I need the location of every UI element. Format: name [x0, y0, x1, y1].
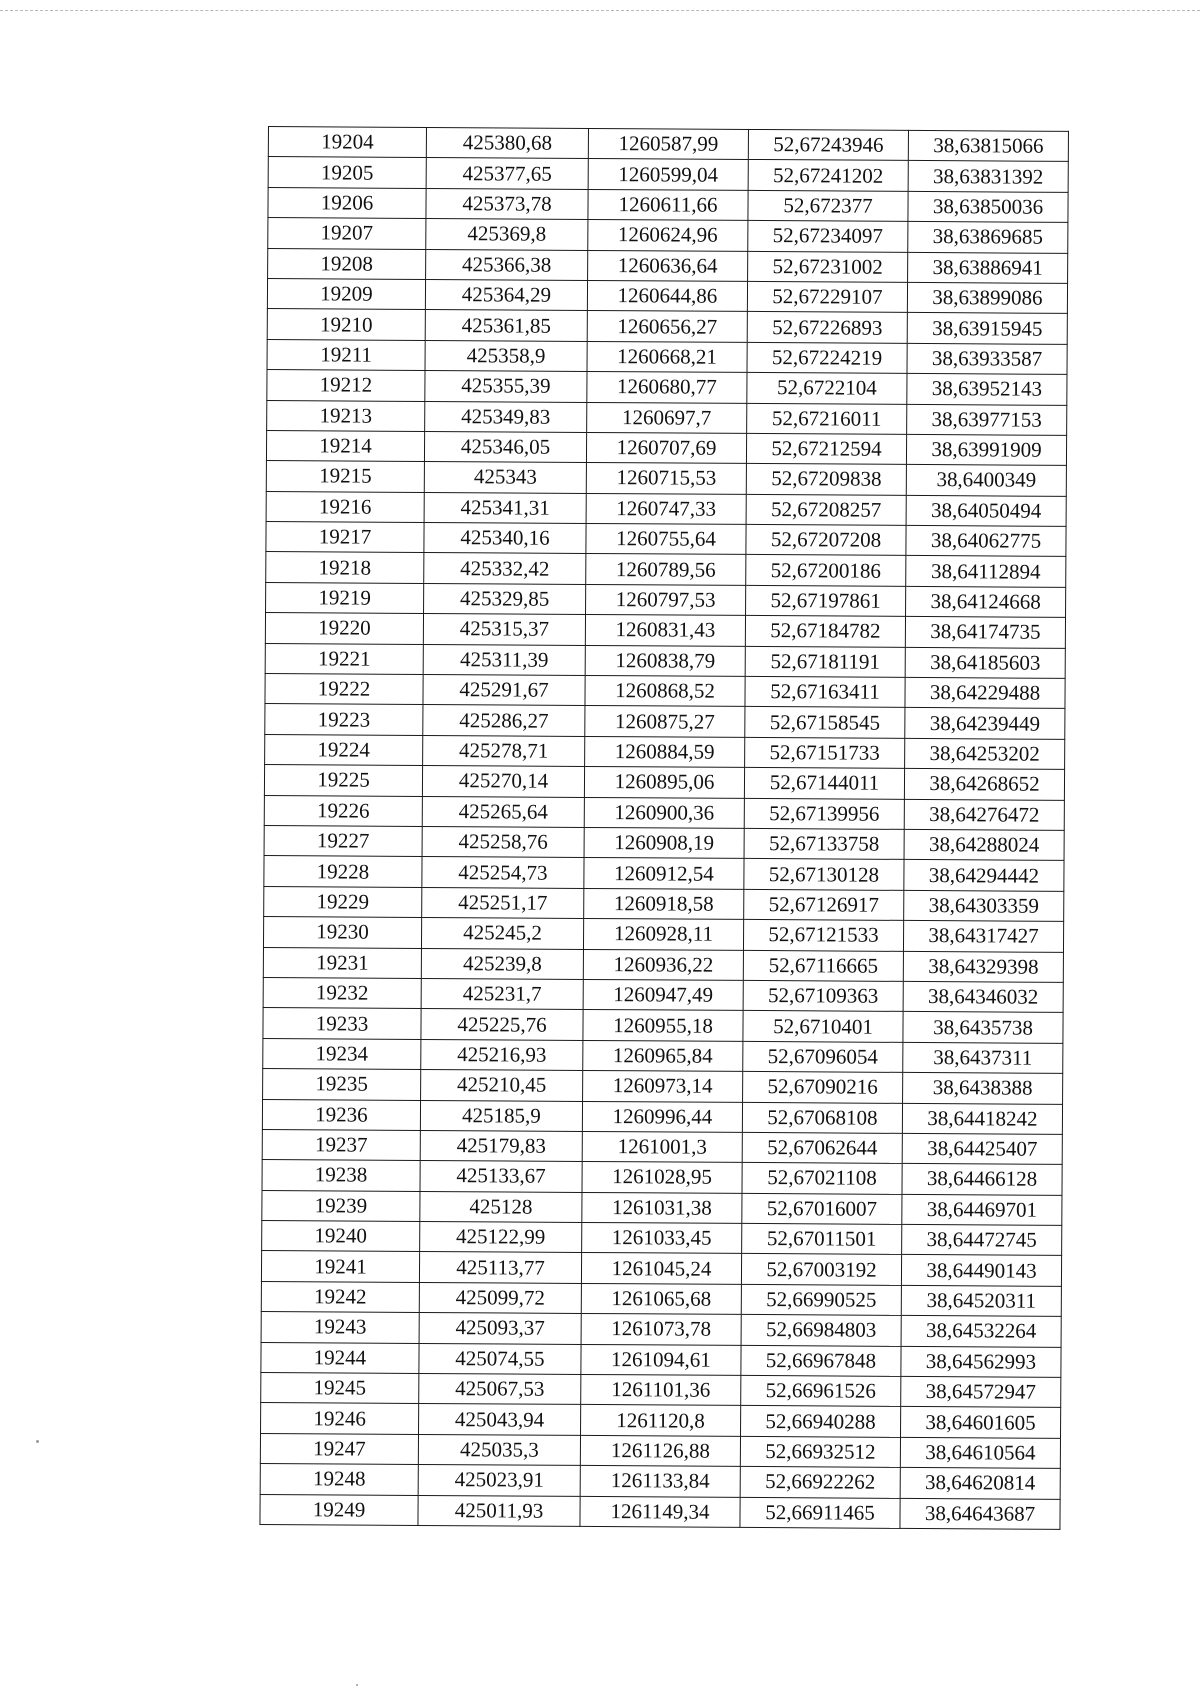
x-coordinate-cell: 425122,99	[420, 1222, 582, 1253]
table-row	[261, 1403, 1061, 1438]
table-row	[267, 309, 1067, 344]
latitude-cell: 52,67133758	[744, 828, 904, 859]
table-row	[267, 370, 1067, 405]
latitude-cell: 52,66940288	[741, 1406, 901, 1437]
latitude-cell: 52,67144011	[744, 768, 904, 799]
longitude-cell: 38,64303359	[904, 890, 1064, 921]
table-row	[265, 704, 1065, 739]
point-number-cell: 19209	[267, 278, 425, 309]
latitude-cell: 52,66932512	[740, 1436, 900, 1467]
latitude-cell: 52,67126917	[744, 889, 904, 920]
table-row	[260, 1464, 1060, 1499]
longitude-cell: 38,64472745	[902, 1224, 1062, 1255]
latitude-cell: 52,67062644	[742, 1132, 902, 1163]
table-row	[266, 522, 1066, 557]
table-row	[261, 1342, 1061, 1377]
point-number-cell: 19208	[268, 248, 426, 279]
table-row	[263, 1069, 1063, 1104]
latitude-cell: 52,67184782	[745, 616, 905, 647]
table-row	[268, 157, 1068, 192]
x-coordinate-cell: 425258,76	[422, 826, 584, 857]
latitude-cell: 52,67200186	[746, 555, 906, 586]
table-row	[267, 339, 1067, 374]
x-coordinate-cell: 425239,8	[421, 948, 583, 979]
y-coordinate-cell: 1260680,77	[587, 372, 747, 403]
table-row	[265, 674, 1065, 709]
point-number-cell: 19214	[266, 430, 424, 461]
latitude-cell: 52,67243946	[748, 129, 908, 160]
y-coordinate-cell: 1261033,45	[582, 1222, 742, 1253]
longitude-cell: 38,63952143	[907, 374, 1067, 405]
table-row	[264, 765, 1064, 800]
latitude-cell: 52,66911465	[740, 1497, 900, 1528]
latitude-cell: 52,66967848	[741, 1345, 901, 1376]
y-coordinate-cell: 1261028,95	[582, 1162, 742, 1193]
longitude-cell: 38,64562993	[901, 1346, 1061, 1377]
y-coordinate-cell: 1260900,36	[584, 797, 744, 828]
y-coordinate-cell: 1260656,27	[587, 311, 747, 342]
table-row	[262, 1221, 1062, 1256]
latitude-cell: 52,67181191	[745, 646, 905, 677]
table-row	[264, 795, 1064, 830]
x-coordinate-cell: 425315,37	[423, 614, 585, 645]
x-coordinate-cell: 425035,3	[418, 1434, 580, 1465]
point-number-cell: 19230	[263, 917, 421, 948]
coordinates-table-body	[260, 127, 1069, 1530]
y-coordinate-cell: 1261120,8	[581, 1405, 741, 1436]
longitude-cell: 38,63977153	[907, 404, 1067, 435]
x-coordinate-cell: 425270,14	[422, 766, 584, 797]
y-coordinate-cell: 1260868,52	[585, 675, 745, 706]
longitude-cell: 38,63886941	[908, 252, 1068, 283]
scan-top-edge-line	[0, 10, 1200, 11]
y-coordinate-cell: 1260875,27	[585, 706, 745, 737]
point-number-cell: 19235	[263, 1069, 421, 1100]
x-coordinate-cell: 425185,9	[420, 1100, 582, 1131]
y-coordinate-cell: 1260884,59	[585, 736, 745, 767]
table-row	[266, 491, 1066, 526]
longitude-cell: 38,64174735	[905, 617, 1065, 648]
x-coordinate-cell: 425113,77	[419, 1252, 581, 1283]
y-coordinate-cell: 1260908,19	[584, 827, 744, 858]
x-coordinate-cell: 425286,27	[423, 705, 585, 736]
longitude-cell: 38,64346032	[903, 981, 1063, 1012]
x-coordinate-cell: 425128	[420, 1191, 582, 1222]
point-number-cell: 19249	[260, 1494, 418, 1525]
longitude-cell: 38,64572947	[901, 1376, 1061, 1407]
y-coordinate-cell: 1260895,06	[584, 767, 744, 798]
latitude-cell: 52,66990525	[741, 1284, 901, 1315]
table-row	[265, 613, 1065, 648]
table-row	[268, 218, 1068, 253]
latitude-cell: 52,6722104	[747, 373, 907, 404]
y-coordinate-cell: 1260831,43	[585, 615, 745, 646]
x-coordinate-cell: 425329,85	[424, 583, 586, 614]
table-row	[266, 430, 1066, 465]
x-coordinate-cell: 425133,67	[420, 1161, 582, 1192]
table-row	[262, 1129, 1062, 1164]
latitude-cell: 52,67139956	[744, 798, 904, 829]
point-number-cell: 19212	[267, 370, 425, 401]
latitude-cell: 52,66922262	[740, 1467, 900, 1498]
latitude-cell: 52,67116665	[743, 950, 903, 981]
latitude-cell: 52,672377	[748, 190, 908, 221]
x-coordinate-cell: 425355,39	[425, 371, 587, 402]
latitude-cell: 52,67212594	[746, 433, 906, 464]
y-coordinate-cell: 1261001,3	[582, 1131, 742, 1162]
point-number-cell: 19246	[261, 1403, 419, 1434]
point-number-cell: 19205	[268, 157, 426, 188]
x-coordinate-cell: 425099,72	[419, 1282, 581, 1313]
latitude-cell: 52,67016007	[742, 1193, 902, 1224]
latitude-cell: 52,67226893	[747, 312, 907, 343]
latitude-cell: 52,67207208	[746, 525, 906, 556]
x-coordinate-cell: 425346,05	[424, 431, 586, 462]
longitude-cell: 38,64329398	[903, 951, 1063, 982]
longitude-cell: 38,63850036	[908, 191, 1068, 222]
point-number-cell: 19229	[264, 886, 422, 917]
latitude-cell: 52,67234097	[748, 221, 908, 252]
longitude-cell: 38,63869685	[908, 222, 1068, 253]
point-number-cell: 19248	[260, 1464, 418, 1495]
y-coordinate-cell: 1260707,69	[586, 432, 746, 463]
point-number-cell: 19220	[265, 613, 423, 644]
table-row	[260, 1494, 1060, 1529]
latitude-cell: 52,67229107	[747, 281, 907, 312]
table-row	[264, 856, 1064, 891]
latitude-cell: 52,67158545	[745, 707, 905, 738]
y-coordinate-cell: 1260697,7	[587, 402, 747, 433]
longitude-cell: 38,63899086	[907, 282, 1067, 313]
table-row	[262, 1099, 1062, 1134]
point-number-cell: 19247	[260, 1433, 418, 1464]
x-coordinate-cell: 425216,93	[421, 1039, 583, 1070]
y-coordinate-cell: 1261133,84	[580, 1466, 740, 1497]
table-row	[263, 917, 1063, 952]
x-coordinate-cell: 425332,42	[424, 553, 586, 584]
longitude-cell: 38,64276472	[904, 799, 1064, 830]
point-number-cell: 19216	[266, 491, 424, 522]
point-number-cell: 19239	[262, 1190, 420, 1221]
latitude-cell: 52,67130128	[744, 859, 904, 890]
x-coordinate-cell: 425251,17	[422, 887, 584, 918]
y-coordinate-cell: 1261045,24	[581, 1253, 741, 1284]
longitude-cell: 38,63915945	[907, 313, 1067, 344]
latitude-cell: 52,67197861	[746, 585, 906, 616]
x-coordinate-cell: 425093,37	[419, 1313, 581, 1344]
x-coordinate-cell: 425364,29	[425, 279, 587, 310]
latitude-cell: 52,6710401	[743, 1011, 903, 1042]
y-coordinate-cell: 1260644,86	[587, 280, 747, 311]
latitude-cell: 52,67216011	[747, 403, 907, 434]
latitude-cell: 52,67224219	[747, 342, 907, 373]
y-coordinate-cell: 1260755,64	[586, 524, 746, 555]
point-number-cell: 19240	[262, 1221, 420, 1252]
x-coordinate-cell: 425011,93	[418, 1495, 580, 1526]
y-coordinate-cell: 1260587,99	[588, 128, 748, 159]
x-coordinate-cell: 425179,83	[420, 1130, 582, 1161]
y-coordinate-cell: 1260936,22	[583, 949, 743, 980]
table-row	[262, 1190, 1062, 1225]
y-coordinate-cell: 1260912,54	[584, 858, 744, 889]
x-coordinate-cell: 425380,68	[426, 127, 588, 158]
point-number-cell: 19221	[265, 643, 423, 674]
longitude-cell: 38,64466128	[902, 1164, 1062, 1195]
longitude-cell: 38,64317427	[903, 921, 1063, 952]
longitude-cell: 38,6435738	[903, 1012, 1063, 1043]
longitude-cell: 38,64253202	[905, 738, 1065, 769]
longitude-cell: 38,64425407	[902, 1133, 1062, 1164]
point-number-cell: 19215	[266, 461, 424, 492]
x-coordinate-cell: 425225,76	[421, 1009, 583, 1040]
x-coordinate-cell: 425254,73	[422, 857, 584, 888]
longitude-cell: 38,6400349	[906, 465, 1066, 496]
table-row	[261, 1251, 1061, 1286]
y-coordinate-cell: 1260611,66	[588, 189, 748, 220]
x-coordinate-cell: 425366,38	[426, 249, 588, 280]
point-number-cell: 19228	[264, 856, 422, 887]
x-coordinate-cell: 425043,94	[419, 1404, 581, 1435]
latitude-cell: 52,67121533	[743, 920, 903, 951]
latitude-cell: 52,67231002	[748, 251, 908, 282]
y-coordinate-cell: 1261094,61	[581, 1344, 741, 1375]
table-row	[268, 187, 1068, 222]
latitude-cell: 52,67241202	[748, 160, 908, 191]
latitude-cell: 52,67109363	[743, 980, 903, 1011]
latitude-cell: 52,67151733	[745, 737, 905, 768]
point-number-cell: 19233	[263, 1008, 421, 1039]
longitude-cell: 38,64490143	[901, 1255, 1061, 1286]
x-coordinate-cell: 425231,7	[421, 978, 583, 1009]
longitude-cell: 38,64239449	[905, 708, 1065, 739]
x-coordinate-cell: 425291,67	[423, 674, 585, 705]
latitude-cell: 52,67090216	[743, 1072, 903, 1103]
x-coordinate-cell: 425265,64	[422, 796, 584, 827]
x-coordinate-cell: 425278,71	[423, 735, 585, 766]
y-coordinate-cell: 1260928,11	[583, 919, 743, 950]
x-coordinate-cell: 425377,65	[426, 158, 588, 189]
longitude-cell: 38,64268652	[904, 769, 1064, 800]
longitude-cell: 38,64601605	[901, 1407, 1061, 1438]
longitude-cell: 38,64469701	[902, 1194, 1062, 1225]
table-row	[264, 825, 1064, 860]
longitude-cell: 38,6438388	[903, 1073, 1063, 1104]
point-number-cell: 19243	[261, 1312, 419, 1343]
table-row	[261, 1312, 1061, 1347]
longitude-cell: 38,64643687	[900, 1498, 1060, 1529]
table-row	[263, 977, 1063, 1012]
point-number-cell: 19224	[265, 734, 423, 765]
longitude-cell: 38,64229488	[905, 677, 1065, 708]
y-coordinate-cell: 1261073,78	[581, 1314, 741, 1345]
table-row	[266, 461, 1066, 496]
point-number-cell: 19234	[263, 1038, 421, 1069]
longitude-cell: 38,63831392	[908, 161, 1068, 192]
x-coordinate-cell: 425361,85	[425, 310, 587, 341]
table-row	[265, 734, 1065, 769]
table-row	[263, 1008, 1063, 1043]
latitude-cell: 52,66961526	[741, 1375, 901, 1406]
scan-speck	[356, 1684, 358, 1686]
point-number-cell: 19245	[261, 1372, 419, 1403]
x-coordinate-cell: 425340,16	[424, 523, 586, 554]
point-number-cell: 19223	[265, 704, 423, 735]
y-coordinate-cell: 1260624,96	[588, 220, 748, 251]
y-coordinate-cell: 1261126,88	[580, 1435, 740, 1466]
table-row	[267, 278, 1067, 313]
y-coordinate-cell: 1261065,68	[581, 1283, 741, 1314]
longitude-cell: 38,64610564	[900, 1437, 1060, 1468]
point-number-cell: 19222	[265, 674, 423, 705]
longitude-cell: 38,64620814	[900, 1468, 1060, 1499]
longitude-cell: 38,64532264	[901, 1316, 1061, 1347]
y-coordinate-cell: 1260797,53	[586, 584, 746, 615]
longitude-cell: 38,63933587	[907, 343, 1067, 374]
scan-speck	[36, 1440, 39, 1443]
latitude-cell: 52,67068108	[742, 1102, 902, 1133]
table-row	[263, 1038, 1063, 1073]
point-number-cell: 19217	[266, 522, 424, 553]
latitude-cell: 52,67209838	[746, 464, 906, 495]
longitude-cell: 38,6437311	[903, 1042, 1063, 1073]
point-number-cell: 19226	[264, 795, 422, 826]
table-row	[266, 582, 1066, 617]
y-coordinate-cell: 1260668,21	[587, 341, 747, 372]
longitude-cell: 38,64520311	[901, 1285, 1061, 1316]
longitude-cell: 38,64062775	[906, 525, 1066, 556]
y-coordinate-cell: 1260715,53	[586, 463, 746, 494]
table-row	[265, 643, 1065, 678]
point-number-cell: 19244	[261, 1342, 419, 1373]
point-number-cell: 19213	[267, 400, 425, 431]
point-number-cell: 19238	[262, 1160, 420, 1191]
y-coordinate-cell: 1260747,33	[586, 493, 746, 524]
longitude-cell: 38,64418242	[902, 1103, 1062, 1134]
point-number-cell: 19227	[264, 825, 422, 856]
y-coordinate-cell: 1260636,64	[588, 250, 748, 281]
x-coordinate-cell: 425023,91	[418, 1465, 580, 1496]
point-number-cell: 19232	[263, 977, 421, 1008]
x-coordinate-cell: 425358,9	[425, 340, 587, 371]
latitude-cell: 52,67208257	[746, 494, 906, 525]
latitude-cell: 52,66984803	[741, 1315, 901, 1346]
x-coordinate-cell: 425210,45	[421, 1070, 583, 1101]
point-number-cell: 19237	[262, 1129, 420, 1160]
x-coordinate-cell: 425341,31	[424, 492, 586, 523]
x-coordinate-cell: 425074,55	[419, 1343, 581, 1374]
latitude-cell: 52,67096054	[743, 1041, 903, 1072]
point-number-cell: 19236	[262, 1099, 420, 1130]
longitude-cell: 38,64124668	[906, 586, 1066, 617]
y-coordinate-cell: 1261031,38	[582, 1192, 742, 1223]
point-number-cell: 19231	[263, 947, 421, 978]
table-row	[261, 1281, 1061, 1316]
x-coordinate-cell: 425245,2	[421, 918, 583, 949]
y-coordinate-cell: 1260918,58	[584, 888, 744, 919]
longitude-cell: 38,63991909	[906, 434, 1066, 465]
latitude-cell: 52,67003192	[741, 1254, 901, 1285]
y-coordinate-cell: 1261149,34	[580, 1496, 740, 1527]
x-coordinate-cell: 425369,8	[426, 219, 588, 250]
y-coordinate-cell: 1260955,18	[583, 1010, 743, 1041]
latitude-cell: 52,67021108	[742, 1163, 902, 1194]
point-number-cell: 19242	[261, 1281, 419, 1312]
longitude-cell: 38,64050494	[906, 495, 1066, 526]
longitude-cell: 38,64112894	[906, 556, 1066, 587]
point-number-cell: 19225	[264, 765, 422, 796]
point-number-cell: 19241	[261, 1251, 419, 1282]
longitude-cell: 38,64185603	[905, 647, 1065, 678]
y-coordinate-cell: 1260789,56	[586, 554, 746, 585]
point-number-cell: 19207	[268, 218, 426, 249]
y-coordinate-cell: 1260965,84	[583, 1040, 743, 1071]
point-number-cell: 19218	[266, 552, 424, 583]
x-coordinate-cell: 425311,39	[423, 644, 585, 675]
y-coordinate-cell: 1260599,04	[588, 159, 748, 190]
x-coordinate-cell: 425067,53	[419, 1373, 581, 1404]
longitude-cell: 38,64294442	[904, 860, 1064, 891]
point-number-cell: 19204	[268, 127, 426, 158]
y-coordinate-cell: 1260996,44	[582, 1101, 742, 1132]
point-number-cell: 19210	[267, 309, 425, 340]
coordinates-table	[259, 126, 1069, 1530]
x-coordinate-cell: 425349,83	[425, 401, 587, 432]
table-row	[264, 886, 1064, 921]
longitude-cell: 38,63815066	[908, 130, 1068, 161]
point-number-cell: 19206	[268, 187, 426, 218]
x-coordinate-cell: 425373,78	[426, 188, 588, 219]
x-coordinate-cell: 425343	[424, 462, 586, 493]
y-coordinate-cell: 1260973,14	[583, 1071, 743, 1102]
table-row	[268, 127, 1068, 162]
y-coordinate-cell: 1261101,36	[581, 1374, 741, 1405]
point-number-cell: 19211	[267, 339, 425, 370]
table-row	[262, 1160, 1062, 1195]
y-coordinate-cell: 1260838,79	[585, 645, 745, 676]
table-row	[263, 947, 1063, 982]
point-number-cell: 19219	[266, 582, 424, 613]
longitude-cell: 38,64288024	[904, 829, 1064, 860]
table-row	[261, 1372, 1061, 1407]
latitude-cell: 52,67011501	[742, 1223, 902, 1254]
table-row	[268, 248, 1068, 283]
table-row	[267, 400, 1067, 435]
table-row	[260, 1433, 1060, 1468]
latitude-cell: 52,67163411	[745, 676, 905, 707]
table-row	[266, 552, 1066, 587]
y-coordinate-cell: 1260947,49	[583, 979, 743, 1010]
